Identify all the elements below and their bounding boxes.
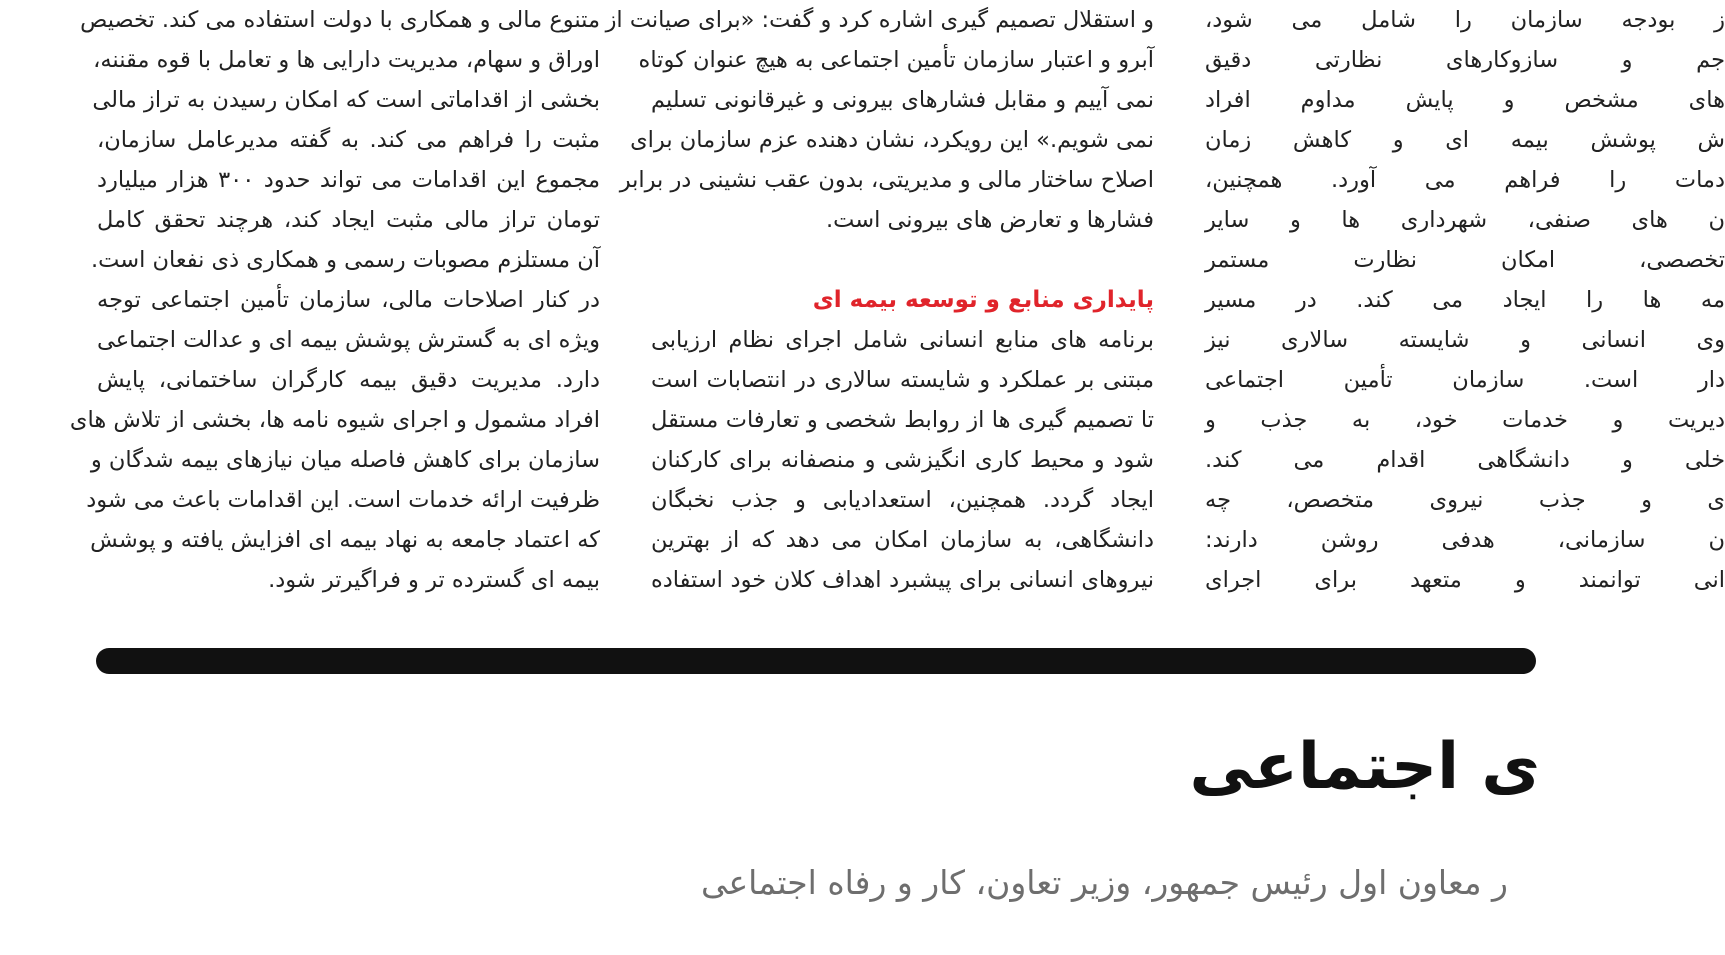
text-line: که اعتماد جامعه به نهاد بیمه ای افزایش یافته و پوشش <box>90 527 600 553</box>
text-line: تومان تراز مالی مثبت ایجاد کند، هرچند تحقق کامل <box>97 207 600 233</box>
text-line: خلی و دانشگاهی اقدام می کند. <box>1205 447 1725 473</box>
text-line: فشارها و تعارض های بیرونی است. <box>826 207 1154 233</box>
text-line: و استقلال تصمیم گیری اشاره کرد و گفت: «برای صیانت از <box>605 7 1154 33</box>
next-article-headline: ی اجتماعی <box>1189 730 1540 804</box>
next-article-byline: ر معاون اول رئیس جمهور، وزیر تعاون، کار و رفاه اجتماعی <box>700 863 1508 902</box>
text-line: مجموع این اقدامات می تواند حدود ۳۰۰ هزار میلیارد <box>97 167 600 193</box>
text-line: افراد مشمول و اجرای شیوه نامه ها، بخشی از تلاش های <box>69 407 600 433</box>
text-line: اصلاح ساختار مالی و مدیریتی، بدون عقب نشینی در برابر <box>619 167 1154 193</box>
article-column-middle <box>605 0 1154 600</box>
text-line: نیروهای انسانی برای پیشبرد اهداف کلان خود استفاده <box>651 567 1154 593</box>
middle-column-top-text <box>605 0 1154 240</box>
text-line: دارد. مدیریت دقیق بیمه کارگران ساختمانی، پایش <box>97 367 600 393</box>
text-line: دیریت و خدمات خود، به جذب و <box>1205 407 1725 433</box>
text-line: دمات را فراهم می آورد. همچنین، <box>1205 167 1725 193</box>
text-line: ش پوشش بیمه ای و کاهش زمان <box>1205 127 1725 153</box>
text-line: ویژه ای به گسترش پوشش بیمه ای و عدالت اجتماعی <box>96 327 600 353</box>
text-line: دار است. سازمان تأمین اجتماعی <box>1205 367 1725 393</box>
section-subheading: پایداری منابع و توسعه بیمه ای <box>812 287 1154 313</box>
text-line: سازمان برای کاهش فاصله میان نیازهای بیمه شدگان و <box>90 447 600 473</box>
text-line: دانشگاهی، به سازمان امکان می دهد که از بهترین <box>651 527 1154 553</box>
text-line: تخصصی، امکان نظارت مستمر <box>1205 247 1725 273</box>
section-divider-bar <box>96 648 1536 674</box>
text-line: ایجاد گردد. همچنین، استعدادیابی و جذب نخبگان <box>651 487 1154 513</box>
text-line: بخشی از اقداماتی است که امکان رسیدن به تراز مالی <box>92 87 600 113</box>
text-line: ی و جذب نیروی متخصص، چه <box>1205 487 1725 513</box>
text-line: برنامه های منابع انسانی شامل اجرای نظام ارزیابی <box>651 327 1154 353</box>
text-line: مبتنی بر عملکرد و شایسته سالاری در انتصابات است <box>651 367 1154 393</box>
text-line: ن سازمانی، هدفی روشن دارند: <box>1205 527 1725 553</box>
text-line: ظرفیت ارائه خدمات است. این اقدامات باعث می شود <box>86 487 600 513</box>
paragraph-gap <box>651 240 1154 280</box>
text-line: ز بودجه سازمان را شامل می شود، <box>1205 7 1725 33</box>
article-column-left <box>69 0 600 600</box>
text-line: وی انسانی و شایسته سالاری نیز <box>1205 327 1725 353</box>
text-line: مثبت را فراهم می کند. به گفته مدیرعامل سازمان، <box>97 127 600 153</box>
text-line: جم و سازوکارهای نظارتی دقیق <box>1205 47 1725 73</box>
text-line: متنوع مالی و همکاری با دولت استفاده می کند. تخصیص <box>80 7 600 33</box>
text-line: انی توانمند و متعهد برای اجرای <box>1205 567 1725 593</box>
text-line: نمی آییم و مقابل فشارهای بیرونی و غیرقانونی تسلیم <box>651 87 1154 113</box>
text-line: نمی شویم.» این رویکرد، نشان دهنده عزم سازمان برای <box>630 127 1154 153</box>
text-line: ن های صنفی، شهرداری ها و سایر <box>1205 207 1725 233</box>
text-line: مه ها را ایجاد می کند. در مسیر <box>1205 287 1725 313</box>
text-line: آن مستلزم مصوبات رسمی و همکاری ذی نفعان است. <box>90 247 600 273</box>
text-line: آبرو و اعتبار سازمان تأمین اجتماعی به هیچ عنوان کوتاه <box>638 47 1154 73</box>
middle-column-bottom-text <box>651 320 1154 600</box>
text-line: های مشخص و پایش مداوم افراد <box>1205 87 1725 113</box>
text-line: اوراق و سهام، مدیریت دارایی ها و تعامل با قوه مقننه، <box>93 47 600 73</box>
article-column-right <box>1205 0 1725 600</box>
text-line: تا تصمیم گیری ها از روابط شخصی و تعارفات مستقل <box>651 407 1154 433</box>
text-line: بیمه ای گسترده تر و فراگیرتر شود. <box>268 567 600 593</box>
text-line: در کنار اصلاحات مالی، سازمان تأمین اجتماعی توجه <box>97 287 600 313</box>
text-line: شود و محیط کاری انگیزشی و منصفانه برای کارکنان <box>651 447 1154 473</box>
